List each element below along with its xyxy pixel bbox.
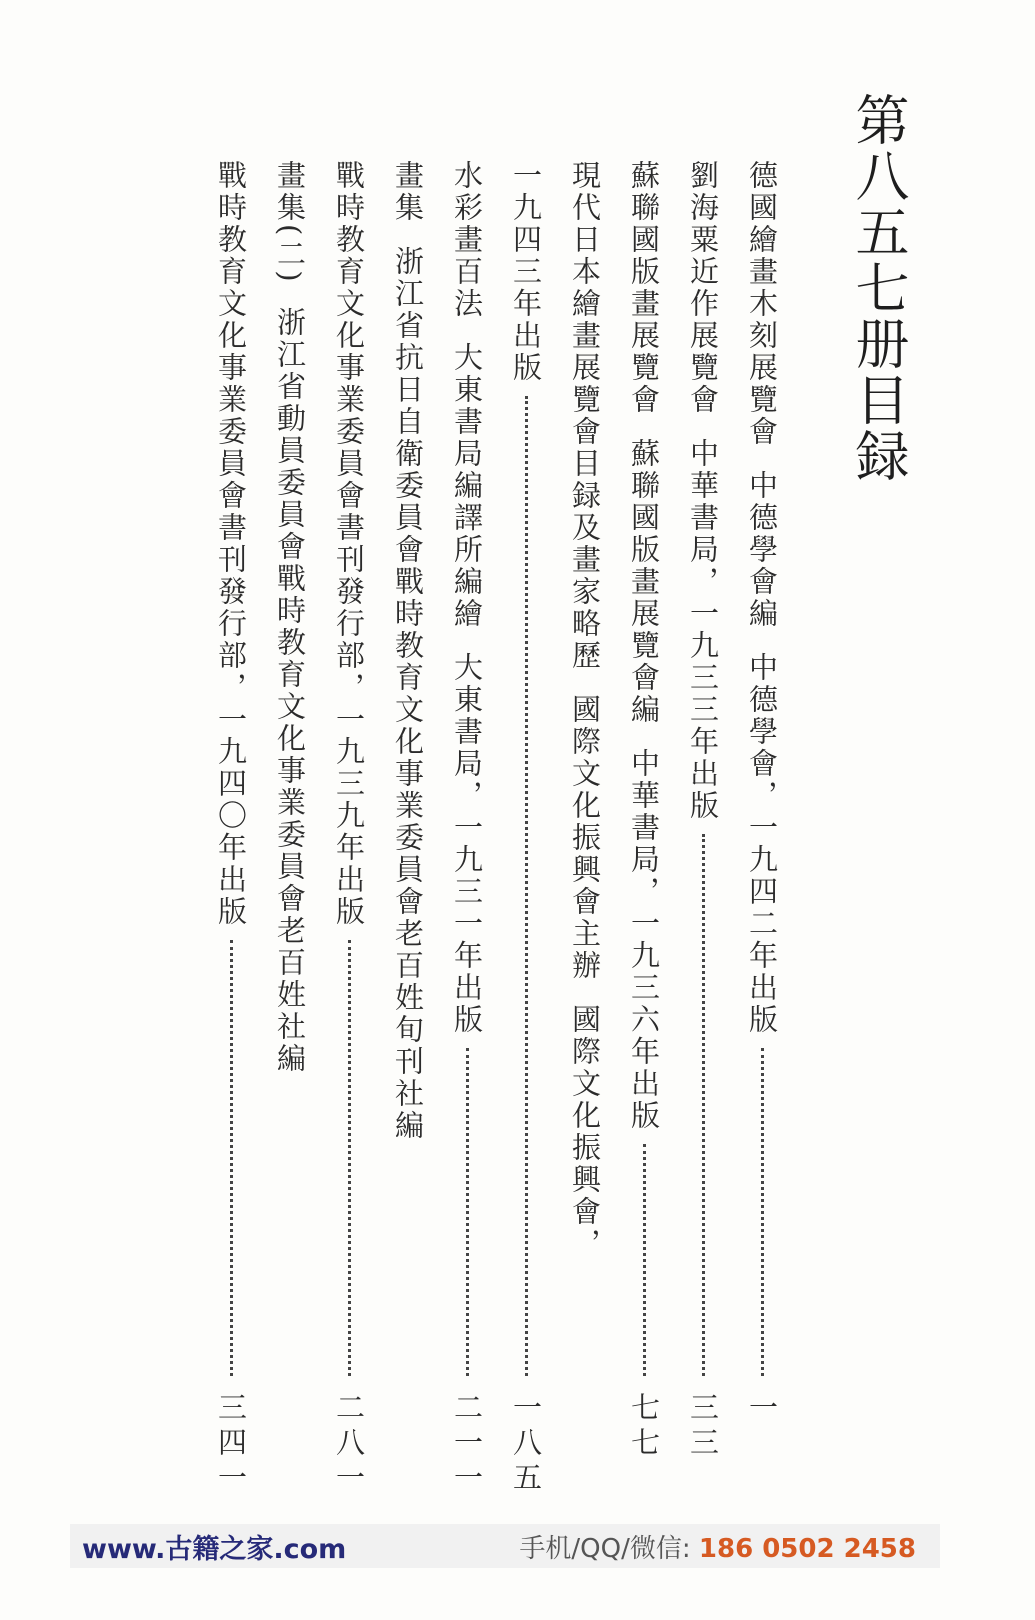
entry-detail: 國際文化振興會，: [568, 1004, 602, 1260]
entry-title: 戰時教育文化事業委員會書刊發行部，一九四〇年出版: [214, 160, 248, 928]
entry-detail: 中德學會，一九四二年出版: [745, 652, 779, 1036]
toc-entry: [508, 160, 544, 384]
dot-leader: [348, 940, 351, 1376]
page-number: 三四一: [214, 1392, 248, 1497]
entry-detail: 大東書局編譯所編繪: [450, 342, 484, 630]
entry-detail: 浙江省動員委員會戰時教育文化事業委員會老百姓社編: [273, 306, 307, 1075]
entry-title: 畫集: [391, 160, 425, 224]
page-title: 第八五七册目録: [847, 92, 910, 484]
dot-leader: [761, 1048, 764, 1376]
toc-entry: [213, 160, 249, 928]
dot-leader: [466, 1048, 469, 1376]
entry-detail: 國際文化振興會主辦: [568, 694, 602, 982]
toc-entry: [685, 160, 721, 822]
entry-title: 劉海粟近作展覽會: [686, 160, 720, 416]
entry-title: 德國繪畫木刻展覽會: [745, 160, 779, 448]
entry-detail: 大東書局，一九三一年出版: [450, 652, 484, 1036]
entry-title: 現代日本繪畫展覽會目録及畫家略歷: [568, 160, 602, 672]
entry-title: 水彩畫百法: [450, 160, 484, 320]
site-url: www.古籍之家.com: [82, 1533, 347, 1565]
toc-entry: [272, 160, 308, 1075]
toc-entry: [331, 160, 367, 928]
entry-title: 畫集(二): [273, 160, 307, 285]
page-number: 二八一: [332, 1392, 366, 1497]
entry-title: 一九四三年出版: [509, 160, 543, 384]
entry-detail: 蘇聯國版畫展覽會編: [627, 438, 661, 726]
phone-number: 186 0502 2458: [698, 1533, 916, 1564]
page-number: 三三: [686, 1392, 720, 1462]
page-number: 二一一: [450, 1392, 484, 1497]
dot-leader: [230, 940, 233, 1376]
dot-leader: [702, 834, 705, 1376]
toc-entry: [390, 160, 426, 1142]
page-number: 一八五: [509, 1392, 543, 1497]
dot-leader: [525, 396, 528, 1376]
toc-entry: [626, 160, 662, 1132]
page-number: 一: [745, 1392, 779, 1427]
entry-title: 戰時教育文化事業委員會書刊發行部，一九三九年出版: [332, 160, 366, 928]
contact-info: [519, 1528, 916, 1565]
toc-entry: [449, 160, 485, 1036]
contact-label: 手机/QQ/微信:: [519, 1533, 699, 1564]
watermark-footer: [70, 1524, 940, 1568]
toc-entry: [567, 160, 603, 1260]
entry-title: 蘇聯國版畫展覽會: [627, 160, 661, 416]
entry-detail: 中華書局，一九三六年出版: [627, 748, 661, 1132]
toc-entry: [744, 160, 780, 1036]
entry-detail: 中德學會編: [745, 470, 779, 630]
entry-detail: 中華書局，一九三三年出版: [686, 438, 720, 822]
entry-detail: 浙江省抗日自衛委員會戰時教育文化事業委員會老百姓旬刊社編: [391, 246, 425, 1142]
dot-leader: [643, 1144, 646, 1376]
page-number: 七七: [627, 1392, 661, 1462]
